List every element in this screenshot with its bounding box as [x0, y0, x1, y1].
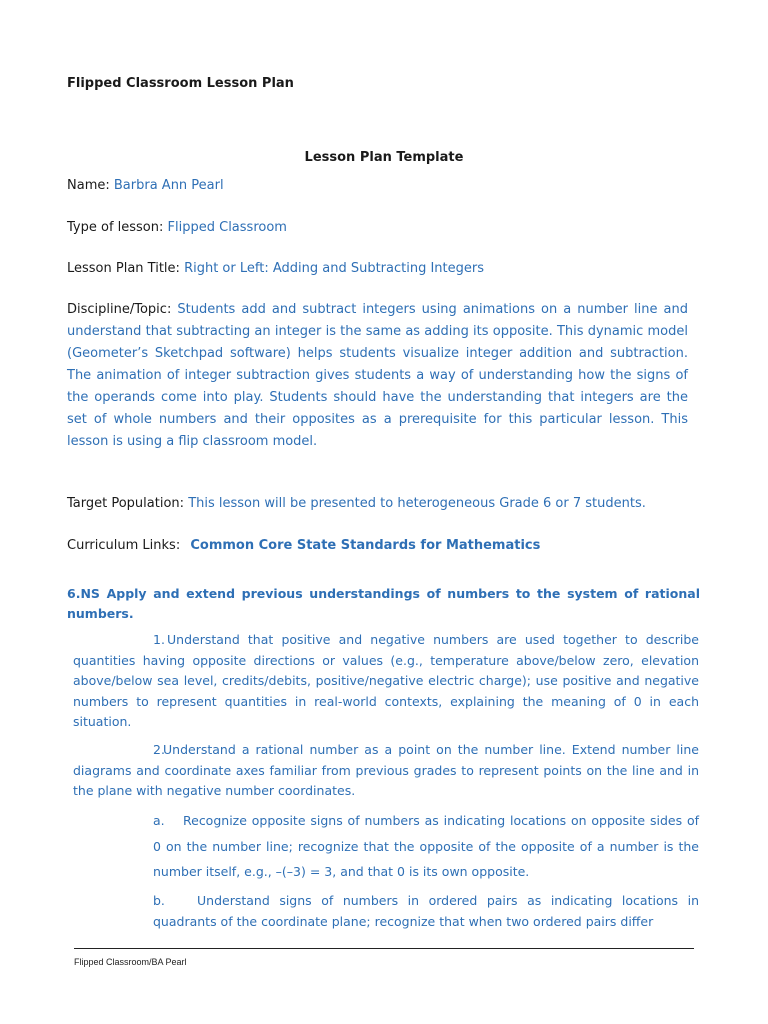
standard-subitem-a-letter: a.	[153, 813, 165, 828]
standard-item-2	[73, 740, 699, 802]
lesson-title-value: Right or Left: Adding and Subtracting Integers	[184, 261, 484, 276]
name-value: Barbra Ann Pearl	[113, 178, 224, 193]
curriculum-links-value: Common Core State Standards for Mathematics	[190, 538, 541, 553]
footer-text: Flipped Classroom/BA Pearl	[74, 957, 187, 967]
name-row	[67, 176, 224, 196]
standard-subitem-b-letter: b.	[153, 893, 165, 908]
curriculum-links-row	[67, 536, 540, 556]
document-title: Flipped Classroom Lesson Plan	[67, 76, 294, 91]
standard-item-1-text: Understand that positive and negative numbers are used together to describe quantities having opposite directions or values (e.g., temperature above/below zero, elevation above/below sea level, credits/debits, positive/negative electric charge); use positive and negative numbers to represent quantities in real-world contexts, explaining the meaning of 0 in each situation.	[73, 632, 699, 729]
discipline-paragraph	[67, 299, 688, 453]
footer-divider	[74, 948, 694, 949]
lesson-type-label: Type of lesson:	[67, 220, 164, 235]
curriculum-links-label: Curriculum Links:	[67, 538, 181, 553]
lesson-title-label: Lesson Plan Title:	[67, 261, 180, 276]
discipline-value: Students add and subtract integers using animations on a number line and understand that subtracting an integer is the same as adding its opposite. This dynamic model (Geometer’s Sketchpad software) helps students visualize integer addition and subtraction. The animation of integer subtraction gives students a way of understanding how the signs of the operands come into play. Students should have the understanding that integers are the set of whole numbers and their opposites as a prerequisite for this particular lesson. This lesson is using a flip classroom model.	[67, 302, 688, 449]
target-population-row	[67, 494, 646, 514]
standard-item-2-text: Understand a rational number as a point on the number line. Extend number line diagrams and coordinate axes familiar from previous grades to represent points on the line and in the plane with negative number coordinates.	[73, 742, 699, 798]
standard-heading: 6.NS Apply and extend previous understandings of numbers to the system of rational numbers.	[67, 586, 700, 621]
standard-subitem-b-text: Understand signs of numbers in ordered pairs as indicating locations in quadrants of the coordinate plane; recognize that when two ordered pairs differ	[153, 893, 699, 929]
standard-item-2-number: 2.	[153, 742, 165, 757]
target-population-value: This lesson will be presented to heterogeneous Grade 6 or 7 students.	[188, 496, 646, 511]
lesson-type-row	[67, 218, 287, 238]
standard-subitem-a-text: Recognize opposite signs of numbers as indicating locations on opposite sides of 0 on the number line; recognize that the opposite of the opposite of a number is the number itself, e.g., –(–3) = 3, and that 0 is its own opposite.	[153, 813, 699, 879]
standard-item-1	[73, 630, 699, 733]
standard-subitem-b	[153, 891, 699, 932]
lesson-type-value: Flipped Classroom	[167, 220, 287, 235]
standard-item-1-number: 1.	[153, 632, 165, 647]
lesson-title-row	[67, 259, 484, 279]
template-title: Lesson Plan Template	[304, 150, 464, 165]
standard-subitem-a	[153, 808, 699, 885]
name-label: Name:	[67, 178, 110, 193]
discipline-label: Discipline/Topic:	[67, 302, 172, 317]
target-population-label: Target Population:	[67, 496, 185, 511]
